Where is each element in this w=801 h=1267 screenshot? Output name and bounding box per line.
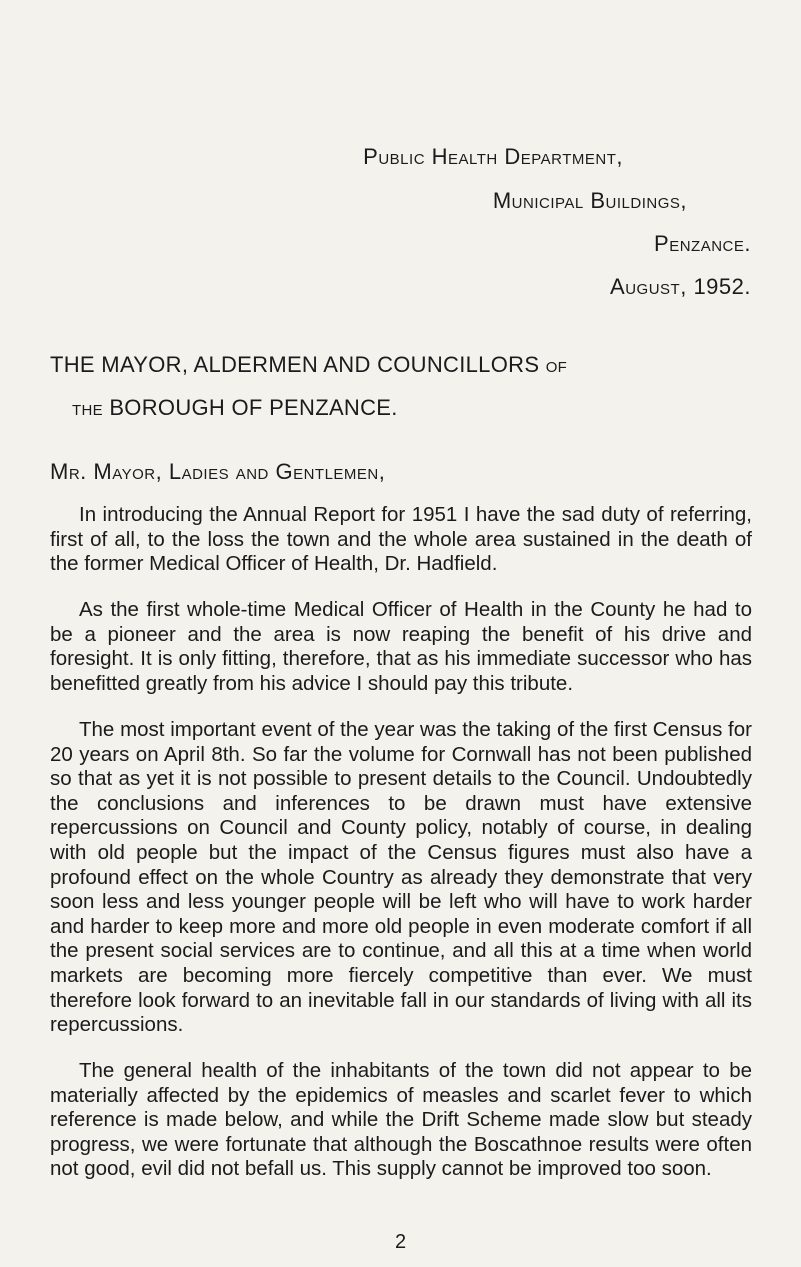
addressee-of: of — [545, 352, 568, 377]
page-number: 2 — [394, 1231, 407, 1253]
paragraph: As the first whole-time Medical Officer of Health in the County he had to be a pioneer and the area is now reaping the benefit of his drive and foresight. It is only fitting, therefore, that as his immediate successor who has benefitted greatly from his advice I should pay this tribute. — [50, 598, 752, 695]
addressee-line-1 — [50, 354, 567, 376]
addressee-line-2 — [72, 397, 398, 419]
addressee-title: THE MAYOR, ALDERMEN AND COUNCILLORS — [50, 352, 540, 377]
address-line-department: Public Health Department, — [363, 144, 623, 169]
paragraph: In introducing the Annual Report for 1951 I have the sad duty of referring, first of all, to the loss the town and the whole area sustained in the death of the former Medical Officer of Health, Dr. Hadfield. — [50, 503, 752, 576]
addressee-the: the — [72, 395, 103, 420]
letter-date: August, 1952. — [610, 274, 751, 299]
salutation: Mr. Mayor, Ladies and Gentlemen, — [50, 459, 386, 484]
address-line-town: Penzance. — [654, 231, 751, 256]
addressee-borough: BOROUGH OF PENZANCE. — [109, 395, 398, 420]
address-line-buildings: Municipal Buildings, — [492, 188, 687, 213]
paragraph: The general health of the inhabitants of the town did not appear to be materially affected by the epidemics of measles and scarlet fever to which reference is made below, and while the Drift Scheme made slow but steady progress, we were fortunate that although the Boscathnoe results were often not good, evil did not befall us. This supply cannot be improved too soon. — [50, 1059, 752, 1181]
paragraph: The most important event of the year was the taking of the first Census for 20 years on April 8th. So far the volume for Cornwall has not been published so that as yet it is not possible to present details to the Council. Undoubtedly the conclusions and inferences to be drawn must have extensive repercussions on Council and County policy, notably of course, in dealing with old people but the impact of the Census figures must also have a profound effect on the whole Country as already they demonstrate that very soon less and less younger people will be left who will have to work harder and harder to keep more and more old people in even moderate comfort if all the present social services are to continue, and all this at a time when world markets are becoming more fiercely competitive than ever. We must therefore look forward to an inevitable fall in our standards of living with all its repercussions. — [50, 718, 752, 1037]
